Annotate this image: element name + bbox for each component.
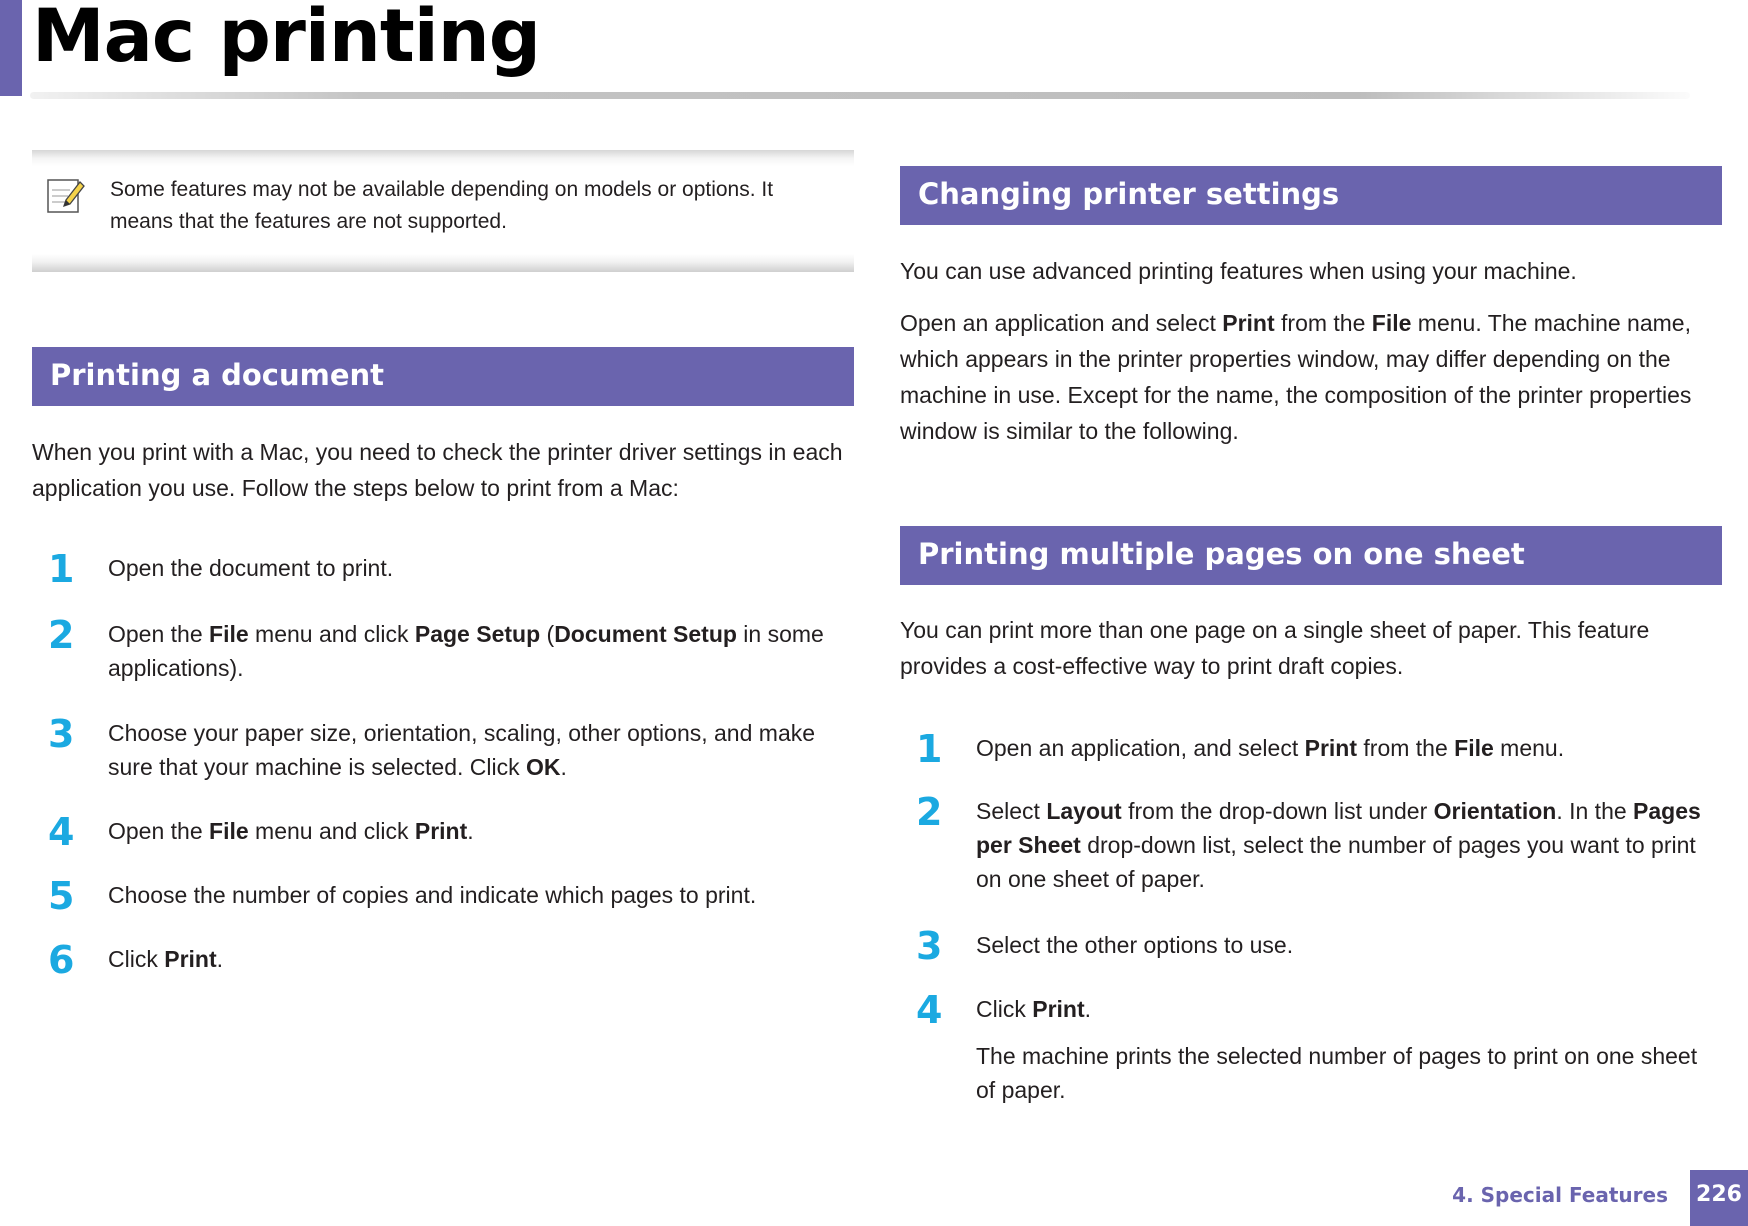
step-number: 6 xyxy=(48,938,75,982)
step-text: Click Print. xyxy=(108,946,224,972)
title-rule xyxy=(30,92,1690,99)
step-text: Open an application, and select Print from the File menu. xyxy=(976,735,1565,761)
note-pencil-icon xyxy=(46,176,86,216)
printing-document-intro: When you print with a Mac, you need to check the printer driver settings in each application you use. Follow the steps below to print from a Mac: xyxy=(32,439,843,501)
chapter-label: 4. Special Features xyxy=(1452,1183,1668,1207)
step-number: 1 xyxy=(48,547,75,591)
step-number: 3 xyxy=(48,712,75,756)
multiple-pages-intro: You can print more than one page on a single sheet of paper. This feature provides a cost-effective way to print draft copies. xyxy=(900,617,1650,679)
step-text: Select Layout from the drop-down list under Orientation. In the Pages per Sheet drop-down list, select the number of pages you want to print on one sheet of paper. xyxy=(976,798,1701,892)
step-result-text: The machine prints the selected number of pages to print on one sheet of paper. xyxy=(976,1043,1698,1103)
page-title: Mac printing xyxy=(32,0,540,79)
note-text: Some features may not be available depending on models or options. It means that the features are not supported. xyxy=(110,178,774,233)
step-text: Open the File menu and click Print. xyxy=(108,818,474,844)
step-number: 4 xyxy=(916,988,943,1032)
section-heading-changing-settings: Changing printer settings xyxy=(900,166,1722,225)
step-number: 2 xyxy=(916,790,943,834)
step-number: 3 xyxy=(916,924,943,968)
step-text: Choose your paper size, orientation, scaling, other options, and make sure that your machine is selected. Click OK. xyxy=(108,720,816,780)
step-text: Select the other options to use. xyxy=(976,932,1294,958)
page-number: 226 xyxy=(1690,1170,1748,1226)
step-number: 5 xyxy=(48,874,75,918)
step-number: 2 xyxy=(48,613,75,657)
step-number: 1 xyxy=(916,727,943,771)
section-heading-printing-document: Printing a document xyxy=(32,347,854,406)
section-heading-multiple-pages: Printing multiple pages on one sheet xyxy=(900,526,1722,585)
step-text: Open the File menu and click Page Setup (Document Setup in some applications). xyxy=(108,621,824,681)
step-text: Open the document to print. xyxy=(108,555,394,581)
changing-settings-para1: You can use advanced printing features when using your machine. xyxy=(900,258,1577,284)
note-box xyxy=(32,150,854,272)
title-accent-bar xyxy=(0,0,22,96)
step-text: Choose the number of copies and indicate which pages to print. xyxy=(108,882,757,908)
step-text: Click Print. xyxy=(976,996,1092,1022)
changing-settings-para2: Open an application and select Print from the File menu. The machine name, which appears in the printer properties window, may differ depending on the machine in use. Except for the name, the composition of the printer properties window is similar to the following. xyxy=(900,310,1692,444)
step-number: 4 xyxy=(48,810,75,854)
